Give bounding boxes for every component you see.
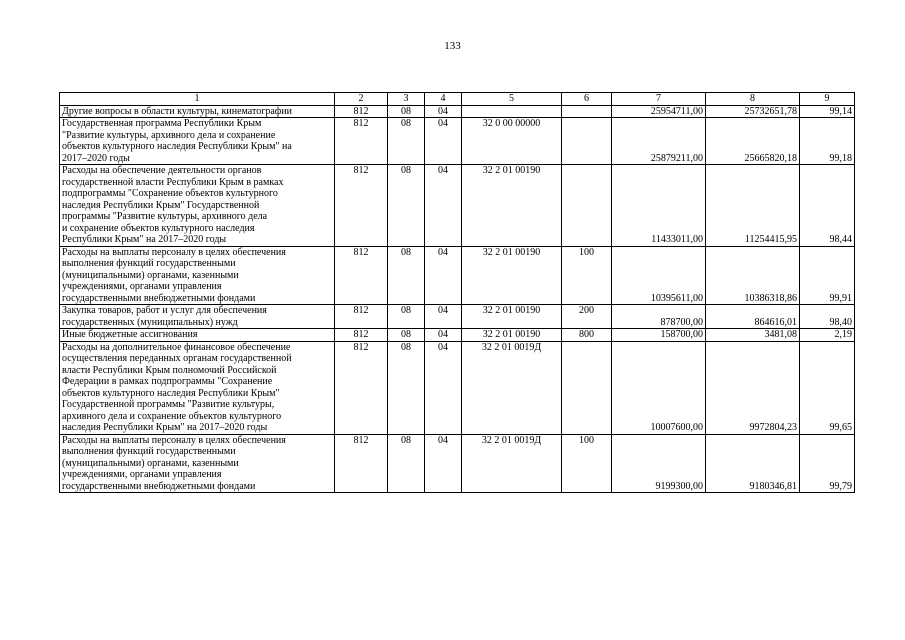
target-article-cell: 32 2 01 00190 [462,246,562,305]
subsection-code-cell: 04 [425,329,462,342]
item-name-cell: Расходы на выплаты персоналу в целях обеспечения выполнения функций государственными (муниципальными) органами, казенными учреждениями, органами управления государственными внебюджетными фондами [60,434,335,493]
executed-amount-cell: 11254415,95 [706,165,800,247]
planned-amount-cell: 10395611,00 [612,246,706,305]
execution-percent-cell: 99,18 [800,118,855,165]
section-code-cell: 08 [388,329,425,342]
expense-type-cell: 800 [562,329,612,342]
expense-type-cell [562,341,612,434]
expense-type-cell: 100 [562,434,612,493]
subsection-code-cell: 04 [425,434,462,493]
column-header: 5 [462,93,562,106]
section-code-cell: 08 [388,341,425,434]
item-name-cell: Расходы на выплаты персоналу в целях обеспечения выполнения функций государственными (муниципальными) органами, казенными учреждениями, органами управления государственными внебюджетными фондами [60,246,335,305]
target-article-cell: 32 2 01 00190 [462,165,562,247]
planned-amount-cell: 9199300,00 [612,434,706,493]
execution-percent-cell: 2,19 [800,329,855,342]
planned-amount-cell: 25954711,00 [612,105,706,118]
planned-amount-cell: 10007600,00 [612,341,706,434]
planned-amount-cell: 25879211,00 [612,118,706,165]
column-header: 2 [335,93,388,106]
column-header: 8 [706,93,800,106]
table-row [60,329,855,342]
expense-type-cell: 100 [562,246,612,305]
item-name-cell: Другие вопросы в области культуры, кинематографии [60,105,335,118]
subsection-code-cell: 04 [425,118,462,165]
target-article-cell: 32 2 01 00190 [462,329,562,342]
table-row [60,118,855,165]
subsection-code-cell: 04 [425,105,462,118]
section-code-cell: 08 [388,105,425,118]
planned-amount-cell: 158700,00 [612,329,706,342]
executed-amount-cell: 25732651,78 [706,105,800,118]
table-row [60,341,855,434]
executed-amount-cell: 10386318,86 [706,246,800,305]
table-row [60,305,855,329]
expense-type-cell [562,118,612,165]
ministry-code-cell: 812 [335,246,388,305]
executed-amount-cell: 3481,08 [706,329,800,342]
execution-percent-cell: 98,40 [800,305,855,329]
table-row [60,165,855,247]
item-name-cell: Государственная программа Республики Крым "Развитие культуры, архивного дела и сохранение объектов культурного наследия Республики Крым" на 2017–2020 годы [60,118,335,165]
planned-amount-cell: 878700,00 [612,305,706,329]
page-number: 133 [444,40,461,52]
item-name-cell: Расходы на дополнительное финансовое обеспечение осуществления переданных органам государственной власти Республики Крым полномочий Российской Федерации в рамках подпрограммы "Сохранение объектов культурного наследия Республики Крым" Государственной программы "Развитие культуры, архивного дела и сохранение объектов культурного наследия Республики Крым" на 2017–2020 годы [60,341,335,434]
column-header: 7 [612,93,706,106]
target-article-cell: 32 2 01 0019Д [462,434,562,493]
table-row [60,105,855,118]
ministry-code-cell: 812 [335,434,388,493]
target-article-cell: 32 2 01 0019Д [462,341,562,434]
execution-percent-cell: 99,14 [800,105,855,118]
column-header: 4 [425,93,462,106]
ministry-code-cell: 812 [335,105,388,118]
target-article-cell: 32 2 01 00190 [462,305,562,329]
planned-amount-cell: 11433011,00 [612,165,706,247]
expense-type-cell [562,165,612,247]
column-header: 1 [60,93,335,106]
ministry-code-cell: 812 [335,329,388,342]
column-header: 3 [388,93,425,106]
target-article-cell: 32 0 00 00000 [462,118,562,165]
ministry-code-cell: 812 [335,165,388,247]
section-code-cell: 08 [388,165,425,247]
executed-amount-cell: 9972804,23 [706,341,800,434]
execution-percent-cell: 99,91 [800,246,855,305]
section-code-cell: 08 [388,118,425,165]
expense-type-cell: 200 [562,305,612,329]
execution-percent-cell: 98,44 [800,165,855,247]
subsection-code-cell: 04 [425,341,462,434]
subsection-code-cell: 04 [425,165,462,247]
table-header-row [60,93,855,106]
execution-percent-cell: 99,79 [800,434,855,493]
ministry-code-cell: 812 [335,118,388,165]
item-name-cell: Иные бюджетные ассигнования [60,329,335,342]
subsection-code-cell: 04 [425,246,462,305]
section-code-cell: 08 [388,434,425,493]
table-row [60,246,855,305]
executed-amount-cell: 25665820,18 [706,118,800,165]
ministry-code-cell: 812 [335,341,388,434]
section-code-cell: 08 [388,246,425,305]
ministry-code-cell: 812 [335,305,388,329]
subsection-code-cell: 04 [425,305,462,329]
section-code-cell: 08 [388,305,425,329]
executed-amount-cell: 9180346,81 [706,434,800,493]
item-name-cell: Закупка товаров, работ и услуг для обеспечения государственных (муниципальных) нужд [60,305,335,329]
column-header: 6 [562,93,612,106]
item-name-cell: Расходы на обеспечение деятельности органов государственной власти Республики Крым в рамках подпрограммы "Сохранение объектов культурного наследия Республики Крым" Государственной программы "Развитие культуры, архивного дела и сохранение объектов культурного наследия Республики Крым" на 2017–2020 годы [60,165,335,247]
column-header: 9 [800,93,855,106]
expense-type-cell [562,105,612,118]
target-article-cell [462,105,562,118]
execution-percent-cell: 99,65 [800,341,855,434]
budget-table [59,92,855,493]
executed-amount-cell: 864616,01 [706,305,800,329]
table-row [60,434,855,493]
